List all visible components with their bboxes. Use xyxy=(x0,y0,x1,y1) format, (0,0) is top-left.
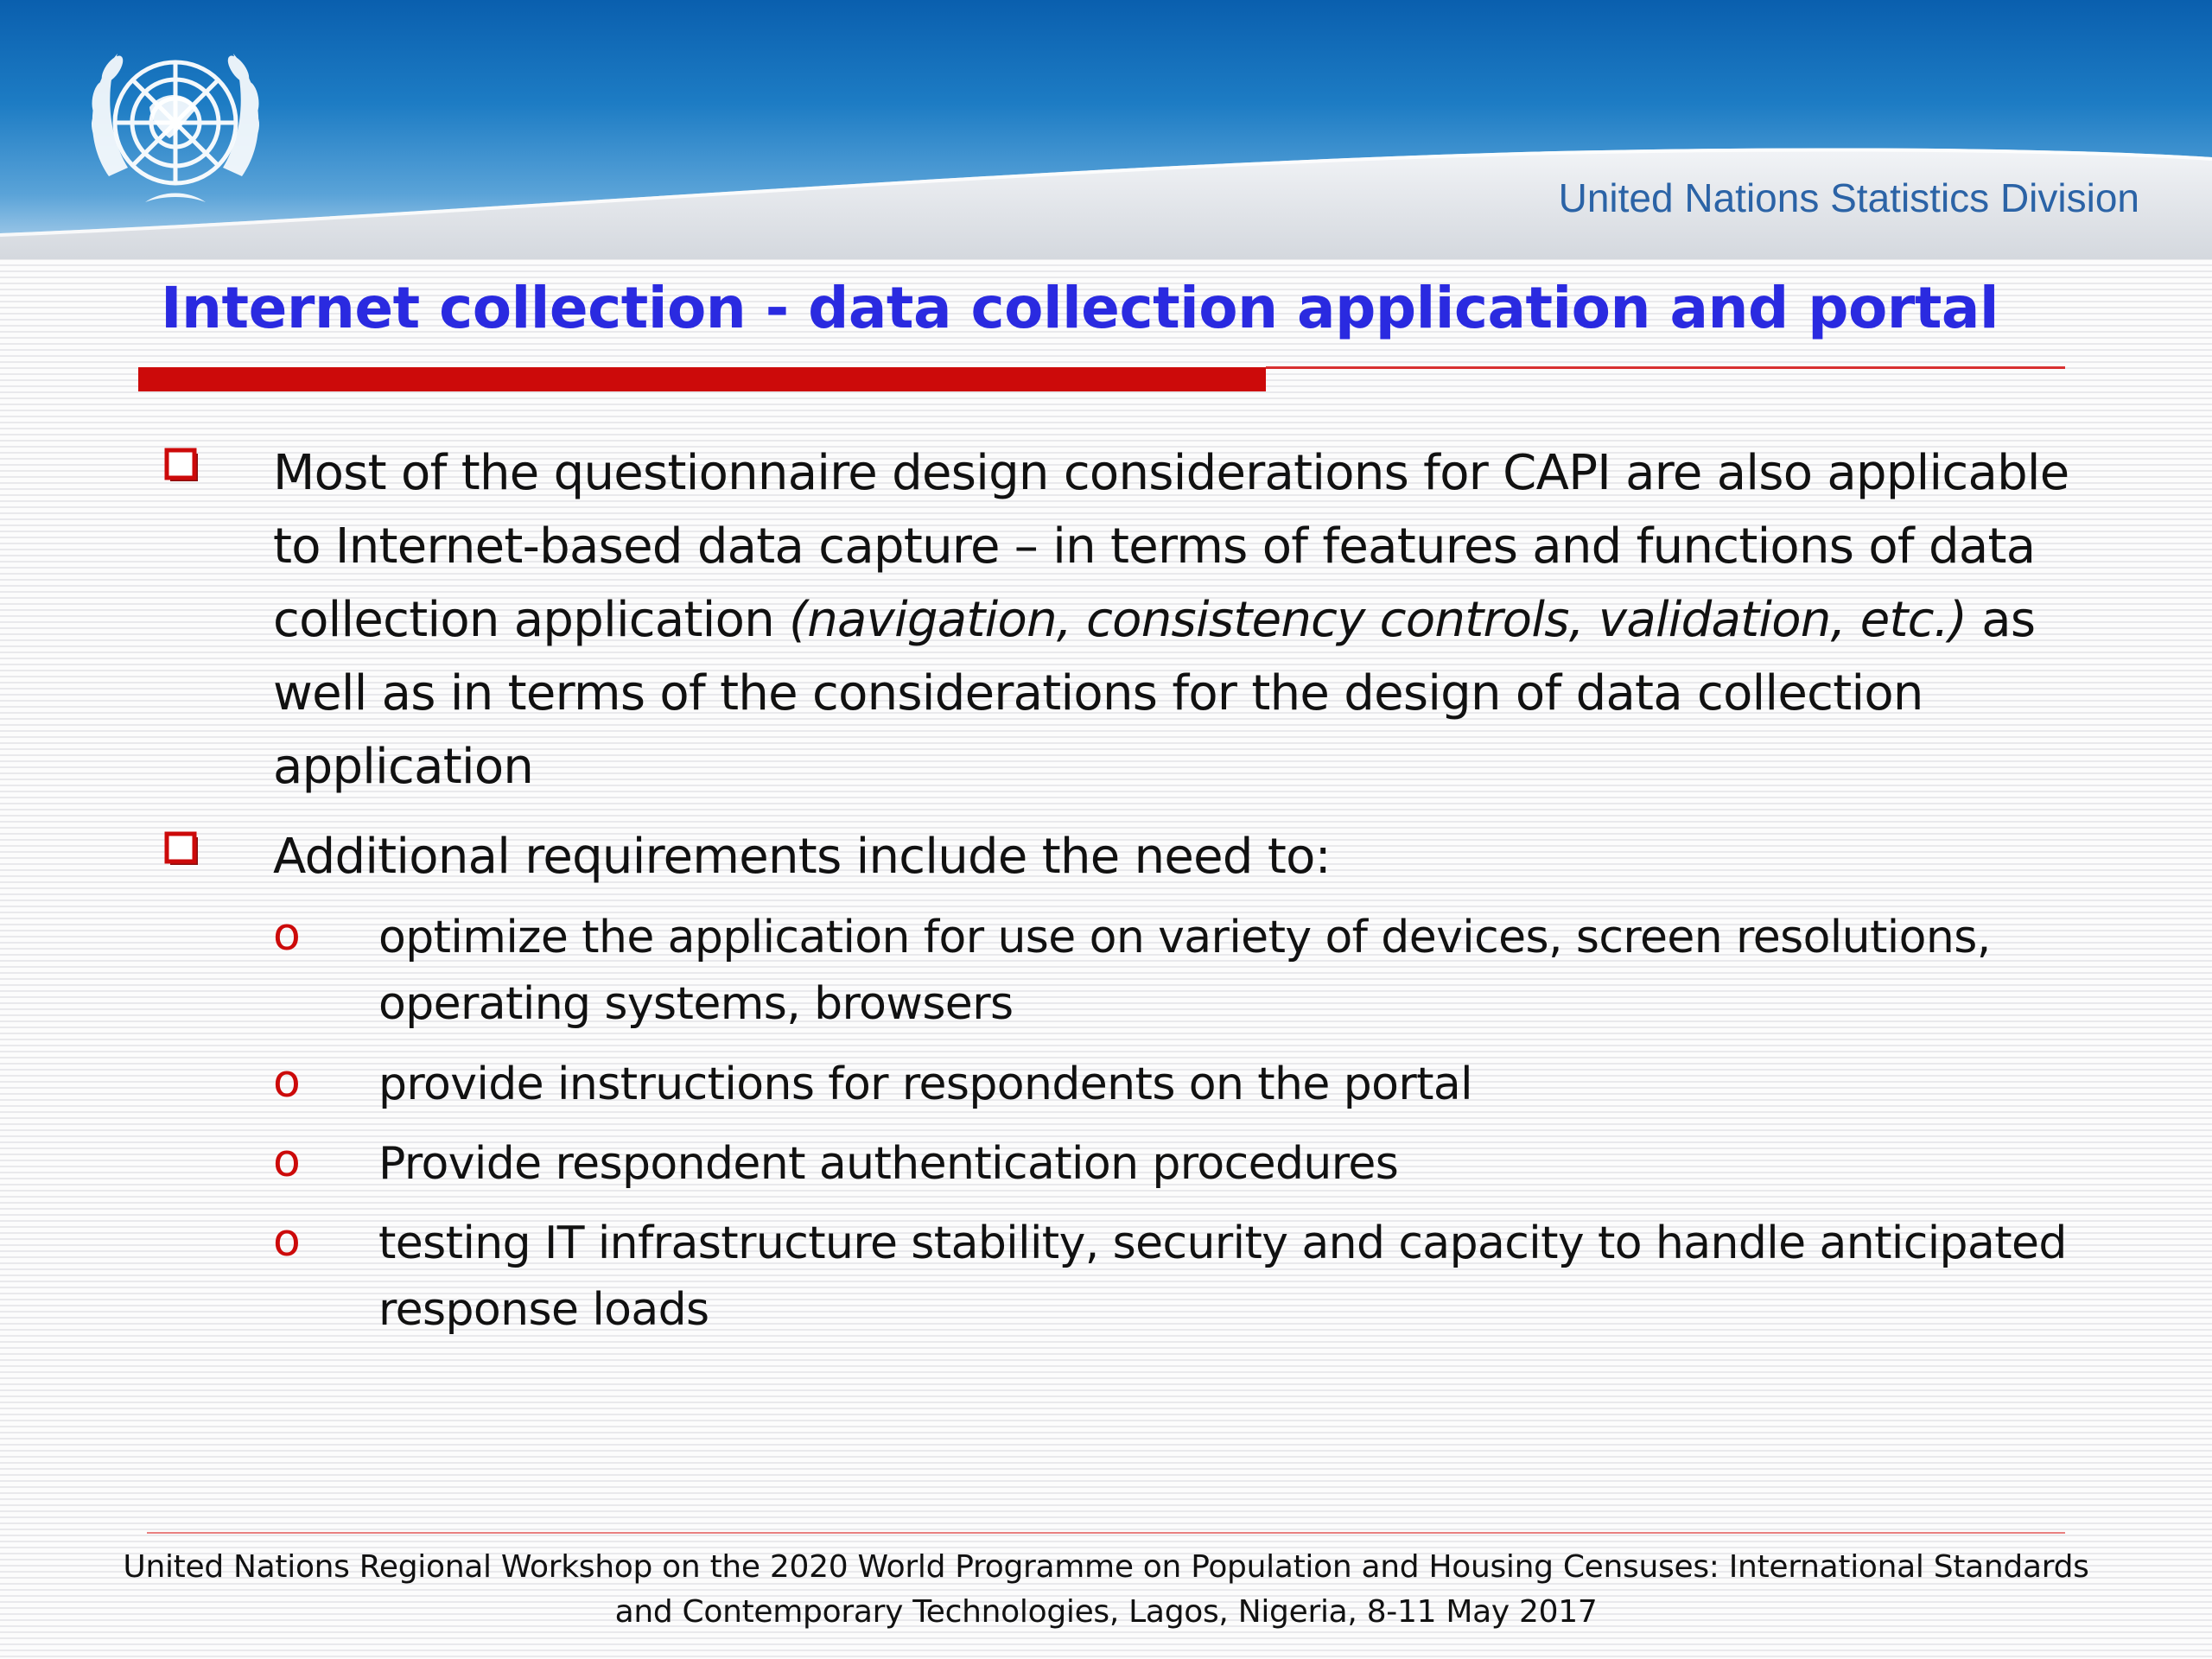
footer-line-2: and Contemporary Technologies, Lagos, Nigeria, 8-11 May 2017 xyxy=(614,1594,1598,1630)
bullet-text-2: Additional requirements include the need to: xyxy=(273,829,1331,885)
footer-divider xyxy=(147,1532,2065,1534)
sub-item-3: Provide respondent authentication procedures xyxy=(378,1138,1399,1190)
bullet-1-text-part-1: Most of the questionnaire design considerations for CAPI are also applicable to Internet-based data capture – in terms of features and functions of data collection application xyxy=(273,445,2069,648)
checkbox-square-icon xyxy=(164,831,202,869)
sub-item-4: testing IT infrastructure stability, security and capacity to handle anticipated response loads xyxy=(378,1217,2067,1336)
sub-bullet-marker: o xyxy=(273,1135,301,1187)
footer xyxy=(121,1545,2091,1635)
sub-bullet-marker: o xyxy=(273,909,301,961)
footer-line-1: United Nations Regional Workshop on the 2020 World Programme on Population and Housing Censuses: International Standards xyxy=(123,1549,2089,1585)
bullet-1-text-part-2: as well as in terms of the considerations for the design of data collection application xyxy=(273,592,2036,795)
sub-bullet-marker: o xyxy=(273,1056,301,1108)
checkbox-square-icon xyxy=(164,448,202,486)
org-name: United Nations Statistics Division xyxy=(1558,175,2139,220)
sub-item-1: optimize the application for use on variety of devices, screen resolutions, operating systems, browsers xyxy=(378,912,1991,1030)
bullet-1-italic: (navigation, consistency controls, validation, etc.) xyxy=(789,592,1967,648)
slide-title: Internet collection - data collection application and portal xyxy=(161,275,1999,341)
bullet-text-1 xyxy=(273,436,2122,804)
sub-bullet-marker: o xyxy=(273,1215,301,1267)
sub-item-2: provide instructions for respondents on the portal xyxy=(378,1058,1473,1110)
